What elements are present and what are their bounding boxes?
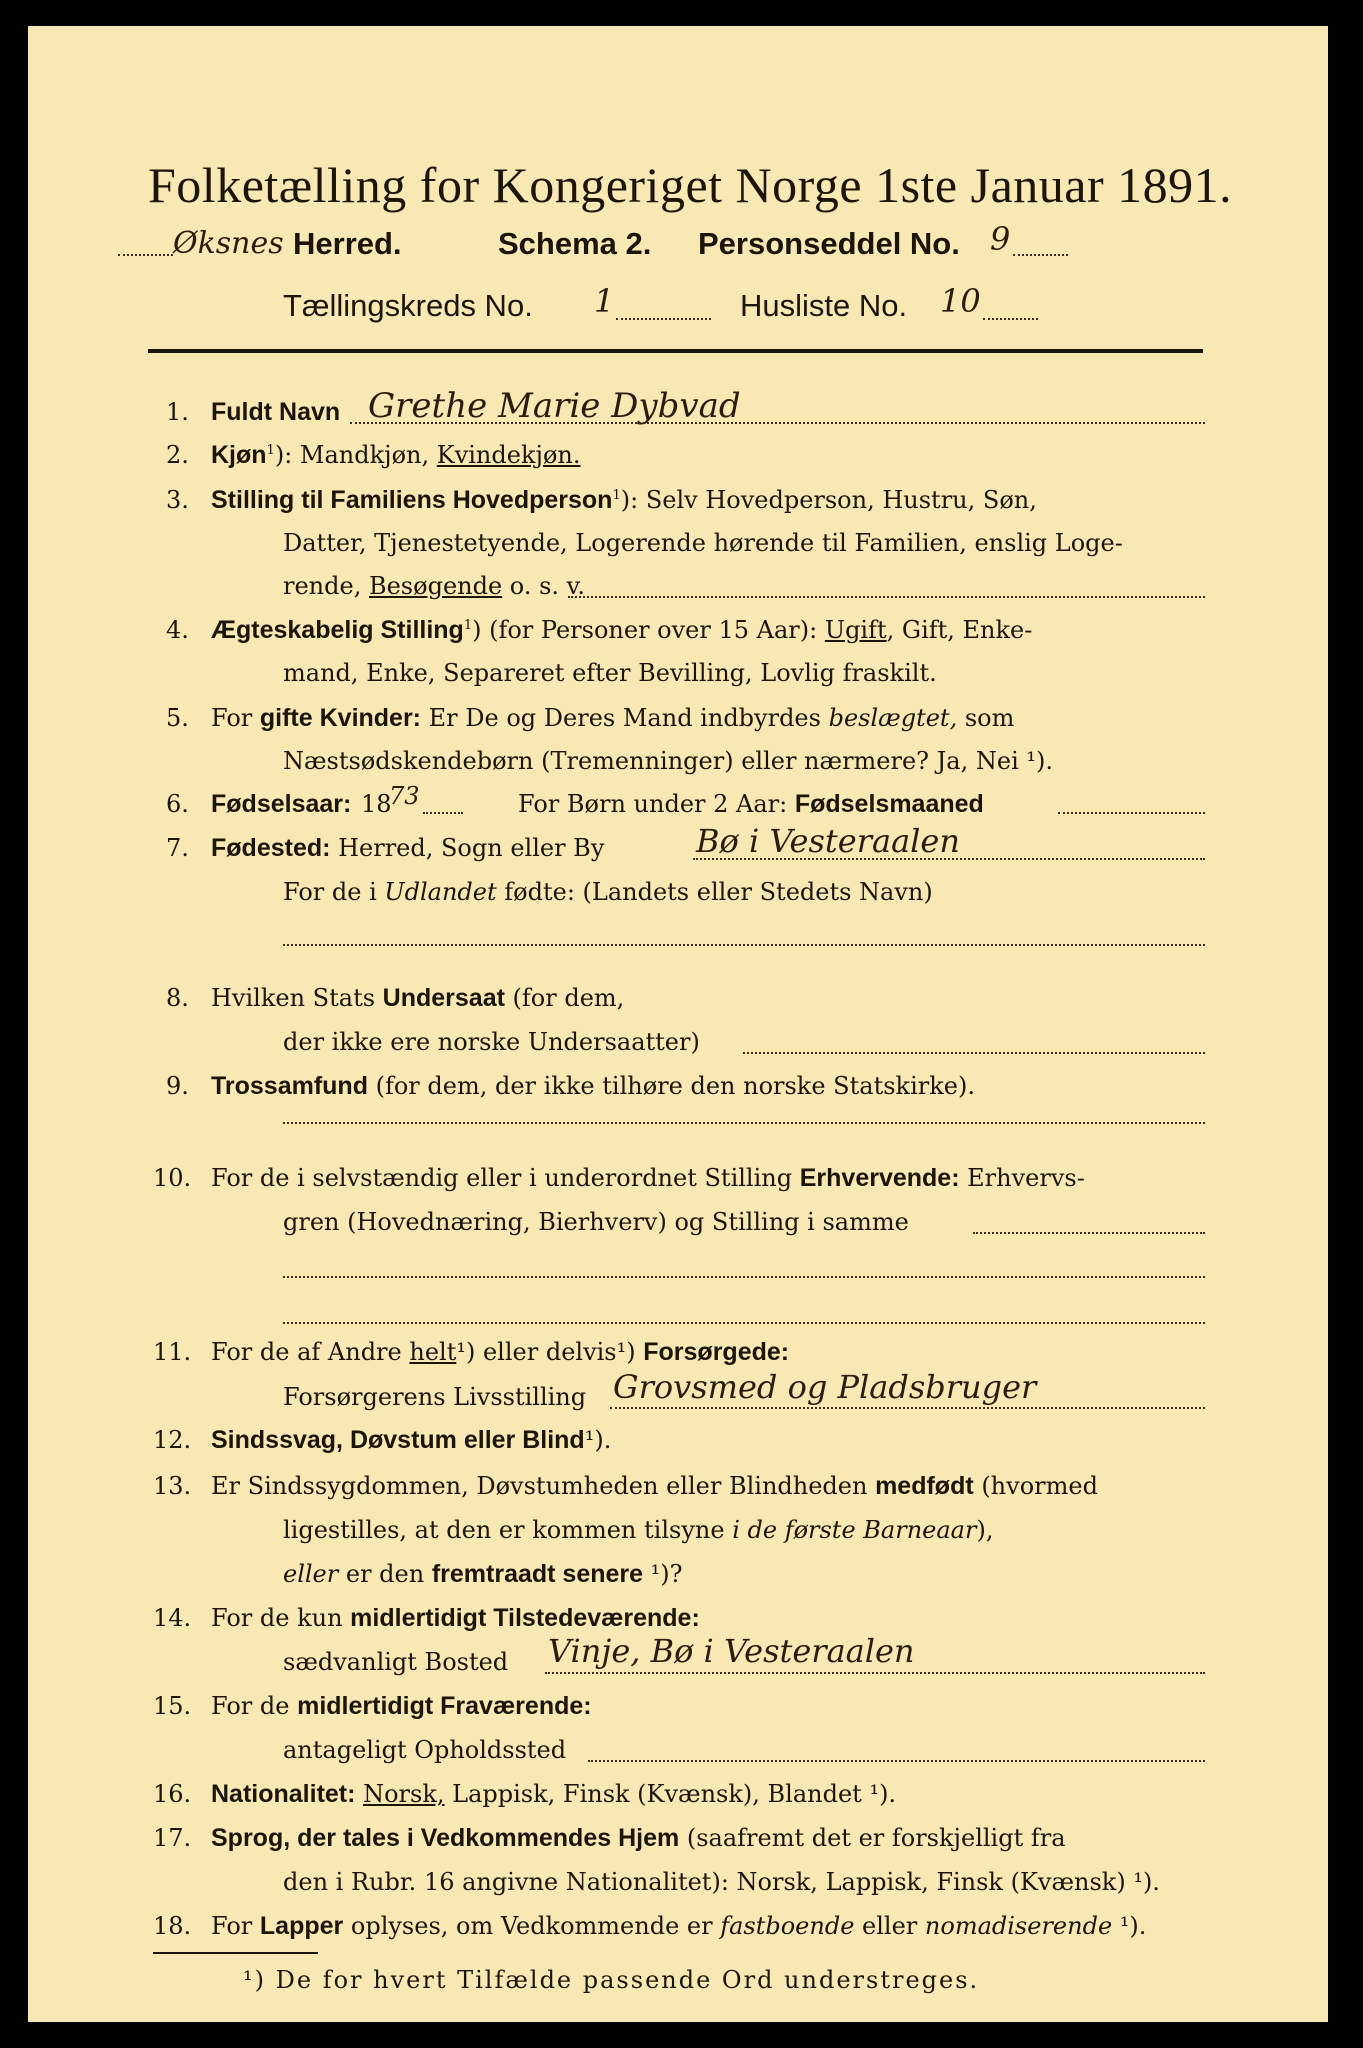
husliste-value: 10 bbox=[940, 282, 981, 320]
dotted-line bbox=[743, 1052, 1205, 1054]
item-number: 6. bbox=[166, 790, 189, 818]
footnote: ¹) De for hvert Tilfælde passende Ord understreges. bbox=[243, 1966, 980, 1994]
item-number: 8. bbox=[166, 984, 189, 1012]
dotted-line bbox=[610, 1407, 1205, 1409]
kreds-value: 1 bbox=[594, 282, 615, 320]
header-rule bbox=[148, 349, 1203, 353]
item-number: 4. bbox=[166, 616, 189, 644]
dotted-line bbox=[983, 318, 1038, 320]
schema-label: Schema 2. bbox=[498, 226, 652, 261]
item-text: mand, Enke, Separeret efter Bevilling, Lovlig fraskilt. bbox=[283, 659, 937, 687]
item-text: Ægteskabelig Stilling$^1$) (for Personer over 15 Aar): Ugift, Gift, Enke- bbox=[211, 616, 1033, 644]
item-text: ligestilles, at den er kommen tilsyne i de første Barneaar), bbox=[283, 1516, 994, 1544]
item-label: midlertidigt Tilstedeværende: bbox=[350, 1604, 700, 1632]
item-text: Næstsødskendebørn (Tremenninger) eller nærmere? Ja, Nei ¹). bbox=[283, 747, 1053, 775]
item-text: For de i Udlandet fødte: (Landets eller Stedets Navn) bbox=[283, 878, 933, 906]
item-label: Fødselsaar: bbox=[211, 790, 352, 818]
item-label: medfødt bbox=[875, 1472, 974, 1500]
dotted-line bbox=[283, 1276, 1205, 1278]
item-number: 2. bbox=[166, 441, 189, 469]
item-label: Fuldt Navn bbox=[211, 398, 341, 426]
dotted-line bbox=[350, 422, 1205, 424]
item-number: 12. bbox=[153, 1426, 192, 1454]
item-text: der ikke ere norske Undersaatter) bbox=[283, 1028, 700, 1056]
dotted-line bbox=[545, 1672, 1205, 1674]
item-text bbox=[211, 441, 580, 470]
item-options: ): Mandkjøn, bbox=[274, 441, 437, 469]
birthplace-value: Bø i Vesteraalen bbox=[696, 822, 960, 860]
item-text: For de kun midlertidigt Tilstedeværende: bbox=[211, 1604, 700, 1632]
item-text: antageligt Opholdssted bbox=[283, 1736, 567, 1764]
item-number: 7. bbox=[166, 834, 189, 862]
item-label: Sindssvag, Døvstum eller Blind bbox=[211, 1426, 585, 1454]
item-label: Erhvervende: bbox=[799, 1164, 960, 1192]
item-label: Lapper bbox=[259, 1912, 344, 1940]
selected-option: Kvindekjøn. bbox=[436, 441, 581, 469]
birth-year-prefix: 18 bbox=[361, 790, 392, 818]
item-number: 9. bbox=[166, 1072, 189, 1100]
form-title: Folketælling for Kongeriget Norge 1ste Januar 1891. bbox=[148, 157, 1233, 213]
herred-value: Øksnes bbox=[173, 226, 284, 261]
item-text: den i Rubr. 16 angivne Nationalitet): Norsk, Lappisk, Finsk (Kvænsk) ¹). bbox=[283, 1868, 1160, 1896]
item-label: Undersaat bbox=[382, 984, 505, 1012]
item-number: 14. bbox=[153, 1604, 192, 1632]
item-label: Ægteskabelig Stilling bbox=[211, 616, 464, 644]
footnote-mark: 1 bbox=[266, 443, 275, 458]
item-label: Forsørgede: bbox=[643, 1338, 790, 1366]
item-number: 3. bbox=[166, 486, 189, 514]
husliste-label: Husliste No. bbox=[740, 288, 908, 323]
item-text: sædvanligt Bosted bbox=[283, 1648, 509, 1676]
item-text: For Børn under 2 Aar: Fødselsmaaned bbox=[518, 790, 984, 818]
item-text: Sindssvag, Døvstum eller Blind¹). bbox=[211, 1426, 612, 1454]
item-text: Trossamfund (for dem, der ikke tilhøre den norske Statskirke). bbox=[211, 1072, 975, 1100]
provider-occupation-value: Grovsmed og Pladsbruger bbox=[613, 1368, 1037, 1406]
item-label: fremtraadt senere bbox=[431, 1560, 644, 1588]
dotted-line bbox=[118, 254, 173, 256]
kreds-label: Tællingskreds No. bbox=[283, 288, 533, 323]
item-text: For de af Andre helt¹) eller delvis¹) Forsørgede: bbox=[211, 1338, 790, 1366]
item-label: Sprog, der tales i Vedkommendes Hjem bbox=[211, 1824, 680, 1852]
herred-label: Herred. bbox=[293, 226, 402, 261]
footnote-mark: 1 bbox=[612, 488, 621, 503]
selected-option: Besøgende bbox=[368, 572, 503, 600]
item-number: 11. bbox=[153, 1338, 192, 1366]
personseddel-value: 9 bbox=[990, 220, 1011, 258]
item-label: Stilling til Familiens Hovedperson bbox=[211, 486, 613, 514]
census-form-page bbox=[28, 26, 1328, 2022]
item-label: gifte Kvinder: bbox=[259, 704, 422, 732]
item-number: 1. bbox=[166, 398, 189, 426]
item-number: 15. bbox=[153, 1692, 192, 1720]
footnote-rule bbox=[153, 1952, 318, 1954]
item-number: 16. bbox=[153, 1780, 192, 1808]
item-text: Datter, Tjenestetyende, Logerende hørende til Familien, enslig Loge- bbox=[283, 529, 1123, 557]
item-number: 5. bbox=[166, 704, 189, 732]
item-text: Er Sindssygdommen, Døvstumheden eller Blindheden medfødt (hvormed bbox=[211, 1472, 1098, 1500]
dotted-line bbox=[283, 944, 1205, 946]
item-label: Nationalitet: bbox=[211, 1780, 356, 1808]
usual-residence-value: Vinje, Bø i Vesteraalen bbox=[548, 1632, 915, 1670]
selected-option: Ugift bbox=[824, 616, 887, 644]
item-text: Nationalitet: Norsk, Lappisk, Finsk (Kvænsk), Blandet ¹). bbox=[211, 1780, 897, 1808]
item-text: For Lapper oplyses, om Vedkommende er fastboende eller nomadiserende ¹). bbox=[211, 1912, 1147, 1940]
item-number: 18. bbox=[153, 1912, 192, 1940]
item-label: Fødested: bbox=[211, 834, 331, 862]
birth-year-value: 73 bbox=[389, 782, 420, 810]
item-text: rende, Besøgende o. s. v. bbox=[283, 572, 585, 600]
dotted-line bbox=[1013, 254, 1068, 256]
item-label: Trossamfund bbox=[211, 1072, 368, 1100]
item-text: For de midlertidigt Fraværende: bbox=[211, 1692, 592, 1720]
item-text: eller er den fremtraadt senere ¹)? bbox=[283, 1560, 683, 1588]
dotted-line bbox=[568, 596, 1205, 598]
item-number: 10. bbox=[153, 1164, 192, 1192]
item-options: ): Selv Hovedperson, Hustru, Søn, bbox=[620, 486, 1037, 514]
personseddel-label: Personseddel No. bbox=[698, 226, 960, 261]
item-text: Fødested: Herred, Sogn eller By bbox=[211, 834, 605, 862]
dotted-line bbox=[616, 318, 711, 320]
item-text: Forsørgerens Livsstilling bbox=[283, 1383, 587, 1411]
item-number: 17. bbox=[153, 1824, 192, 1852]
item-text bbox=[211, 486, 1037, 515]
item-label: midlertidigt Fraværende: bbox=[297, 1692, 592, 1720]
dotted-line bbox=[1058, 812, 1205, 814]
dotted-line bbox=[693, 858, 1205, 860]
item-label: Fødselsmaaned bbox=[794, 790, 984, 818]
full-name-value: Grethe Marie Dybvad bbox=[368, 386, 741, 426]
dotted-line bbox=[423, 812, 463, 814]
item-text: For de i selvstændig eller i underordnet Stilling Erhvervende: Erhvervs- bbox=[211, 1164, 1085, 1192]
item-text: Sprog, der tales i Vedkommendes Hjem (saafremt det er forskjelligt fra bbox=[211, 1824, 1066, 1852]
item-text: Hvilken Stats Undersaat (for dem, bbox=[211, 984, 625, 1012]
item-label: Kjøn bbox=[211, 441, 267, 469]
dotted-line bbox=[588, 1760, 1205, 1762]
item-number: 13. bbox=[153, 1472, 192, 1500]
dotted-line bbox=[283, 1122, 1205, 1124]
footnote-mark: 1 bbox=[463, 618, 473, 633]
selected-option: helt bbox=[409, 1338, 457, 1366]
selected-option: Norsk, bbox=[363, 1780, 445, 1808]
item-text: gren (Hovednæring, Bierhverv) og Stilling i samme bbox=[283, 1208, 909, 1236]
dotted-line bbox=[283, 1322, 1205, 1324]
dotted-line bbox=[973, 1232, 1205, 1234]
item-text: For gifte Kvinder: Er De og Deres Mand indbyrdes beslægtet, som bbox=[211, 704, 1015, 732]
